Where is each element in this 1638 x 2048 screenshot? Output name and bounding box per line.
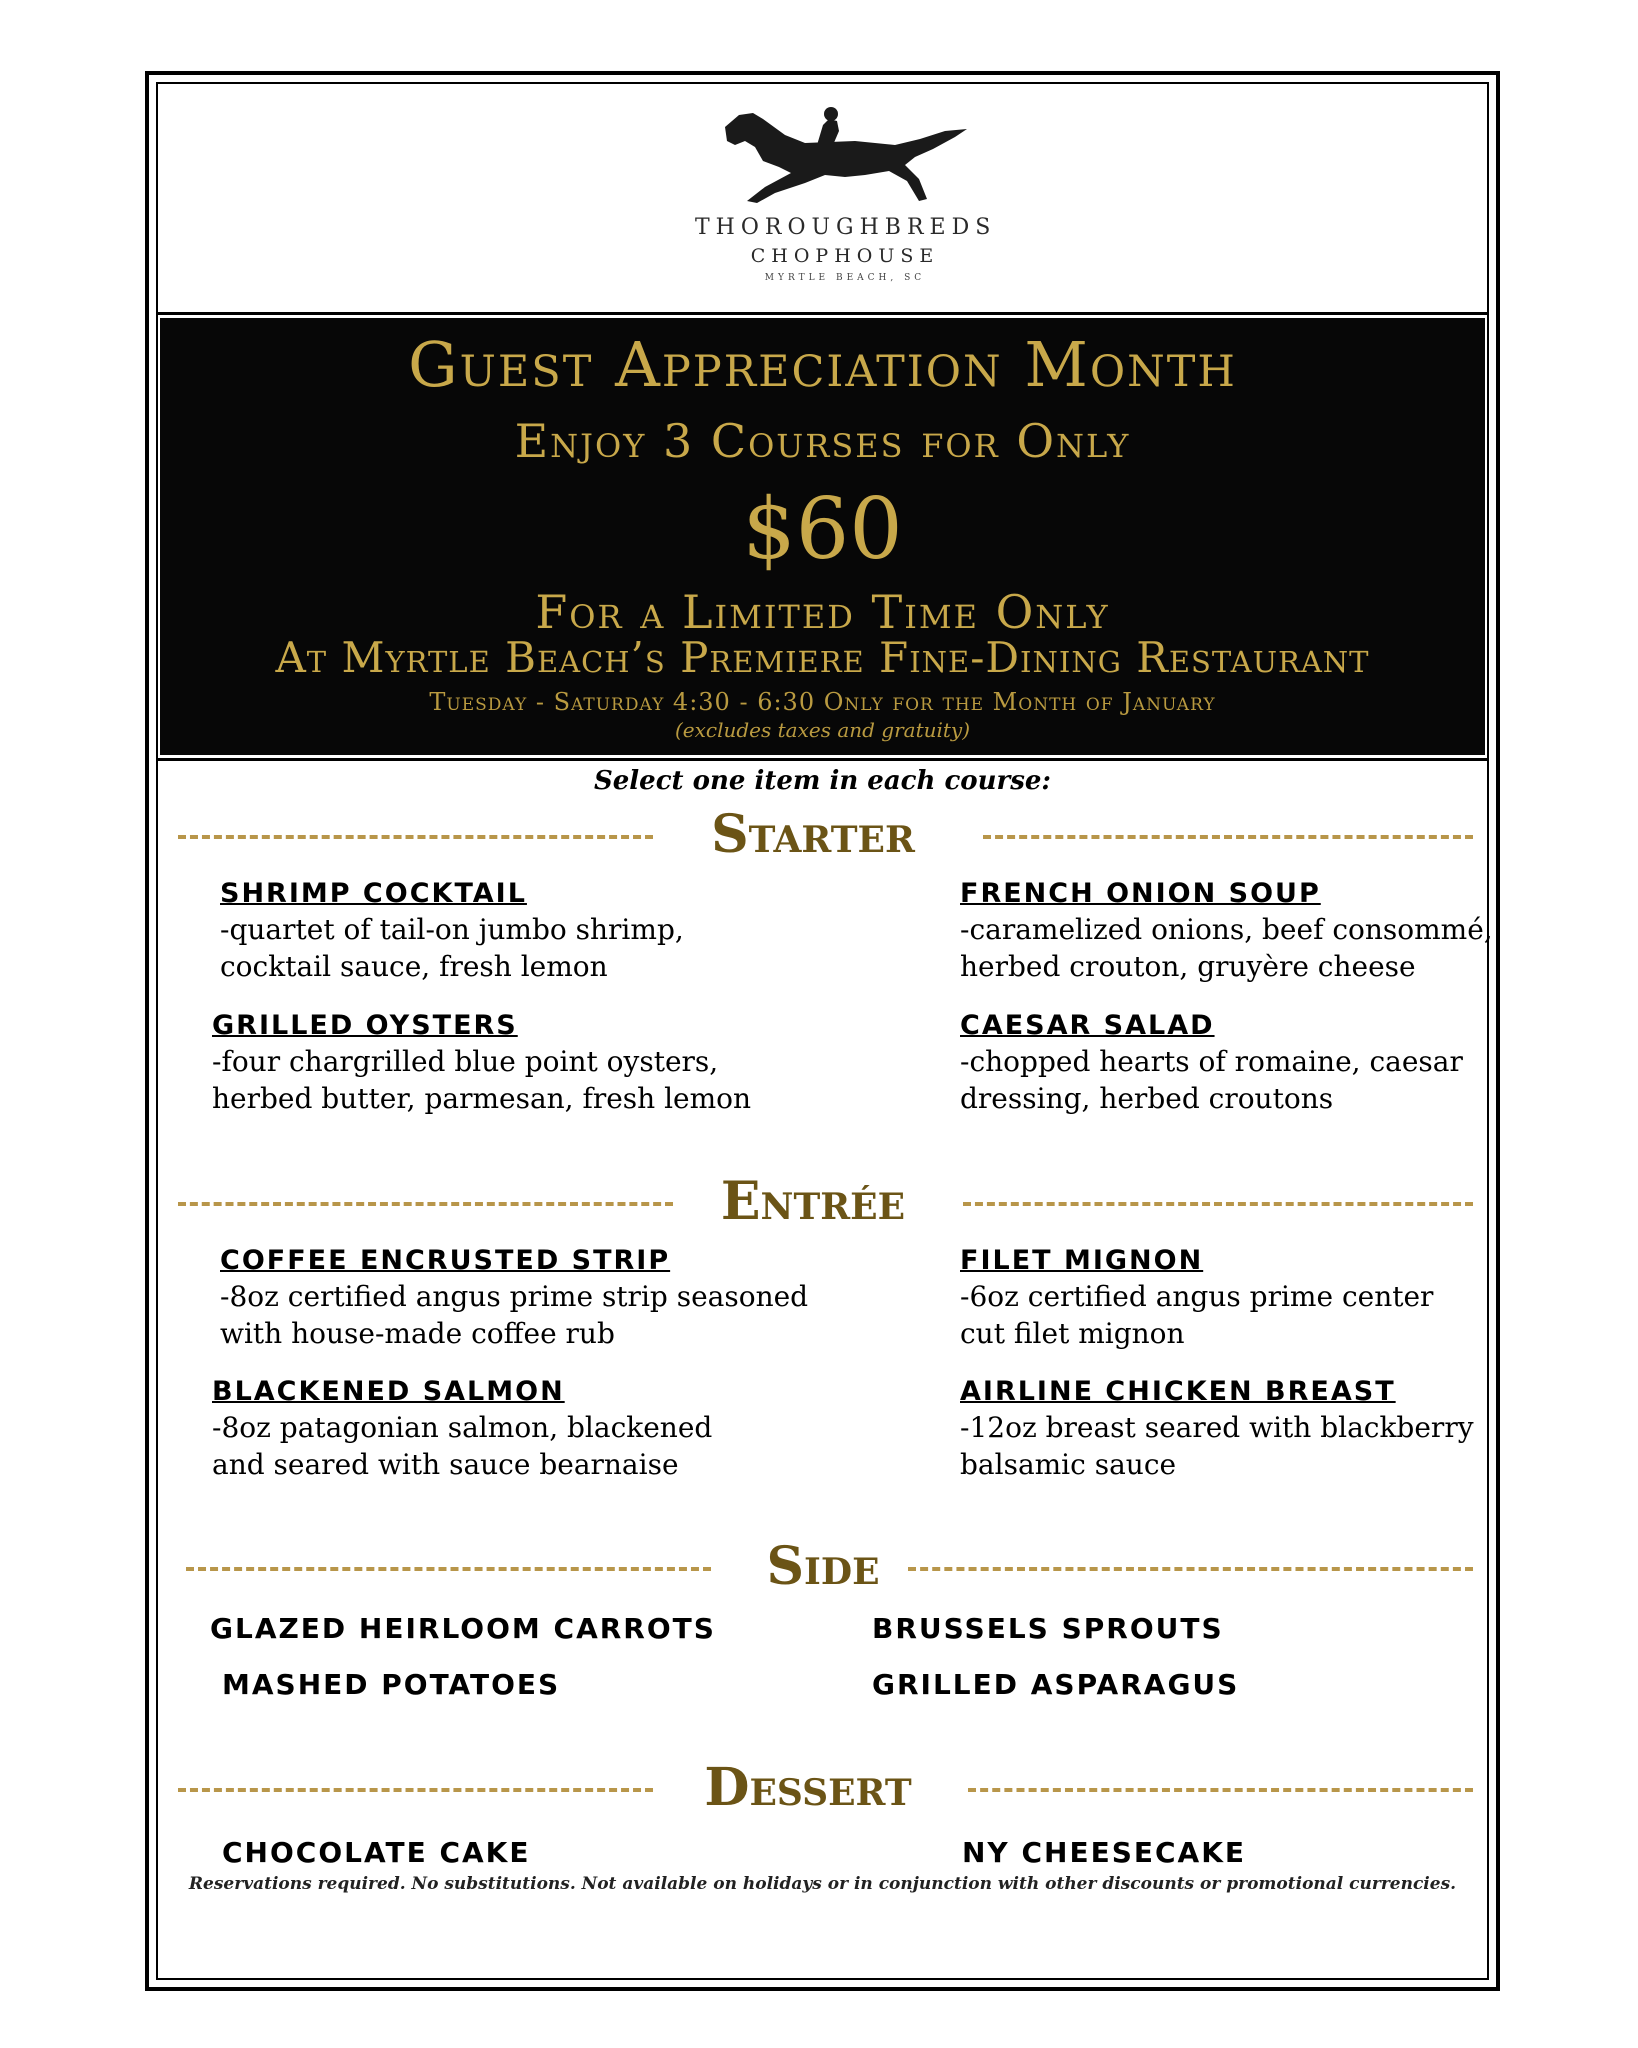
promo-price: $60 — [742, 480, 903, 578]
menu-item — [960, 1245, 1433, 1352]
instructions: Select one item in each course: — [593, 766, 1052, 796]
menu-item — [960, 1010, 1463, 1117]
section-title-starter: Starter — [711, 804, 915, 865]
divider — [156, 312, 1489, 315]
menu-item — [220, 878, 684, 985]
dashed-rule — [186, 1567, 711, 1571]
menu-item — [212, 1376, 712, 1483]
racehorse-logo-icon — [705, 105, 975, 210]
dessert-item: NY CHEESECAKE — [962, 1836, 1247, 1869]
dashed-rule — [908, 1567, 1473, 1571]
item-name: FILET MIGNON — [960, 1245, 1204, 1276]
dashed-rule — [178, 1202, 673, 1206]
starter-header — [178, 805, 1478, 865]
menu-item — [212, 1010, 751, 1117]
item-name: GRILLED OYSTERS — [212, 1010, 518, 1041]
disclaimer: Reservations required. No substitutions. Not available on holidays or in conjunction with other discounts or promotional currencies. — [188, 1874, 1457, 1894]
item-description: -quartet of tail-on jumbo shrimp, cocktail sauce, fresh lemon — [220, 913, 684, 983]
promo-schedule: Tuesday - Saturday 4:30 - 6:30 Only for the Month of January — [429, 688, 1216, 716]
promo-headline: Guest Appreciation Month — [408, 328, 1237, 401]
item-name: CAESAR SALAD — [960, 1010, 1215, 1041]
menu-item — [960, 878, 1493, 985]
brand-location: MYRTLE BEACH, SC — [764, 273, 926, 283]
item-description: -6oz certified angus prime center cut filet mignon — [960, 1280, 1434, 1350]
item-name: SHRIMP COCKTAIL — [220, 878, 527, 909]
brand-subname: CHOPHOUSE — [750, 245, 940, 267]
section-title-entree: Entrée — [720, 1171, 906, 1232]
dessert-header — [178, 1758, 1478, 1818]
item-description: -four chargrilled blue point oysters, herbed butter, parmesan, fresh lemon — [212, 1045, 752, 1115]
section-title-dessert: Dessert — [704, 1757, 912, 1818]
item-description: -8oz certified angus prime strip seasoned with house-made coffee rub — [220, 1280, 809, 1350]
dessert-item: CHOCOLATE CAKE — [222, 1836, 531, 1869]
item-name: FRENCH ONION SOUP — [960, 878, 1321, 909]
divider — [156, 758, 1489, 761]
entree-header — [178, 1172, 1478, 1232]
item-description: -caramelized onions, beef consommé, herbed crouton, gruyère cheese — [960, 913, 1493, 983]
promo-limited: For a Limited Time Only — [535, 585, 1110, 639]
side-item: BRUSSELS SPROUTS — [872, 1612, 1224, 1645]
brand-name: THOROUGHBREDS — [695, 215, 997, 240]
item-description: -12oz breast seared with blackberry balsamic sauce — [960, 1411, 1474, 1481]
side-header — [178, 1537, 1478, 1597]
promo-tagline: At Myrtle Beach’s Premiere Fine-Dining Restaurant — [275, 633, 1370, 682]
promo-note: (excludes taxes and gratuity) — [674, 718, 971, 742]
item-description: -8oz patagonian salmon, blackened and seared with sauce bearnaise — [212, 1411, 713, 1481]
item-name: AIRLINE CHICKEN BREAST — [960, 1376, 1396, 1407]
dashed-rule — [983, 835, 1473, 839]
item-description: -chopped hearts of romaine, caesar dressing, herbed croutons — [960, 1045, 1463, 1115]
dashed-rule — [178, 1788, 653, 1792]
side-item: GLAZED HEIRLOOM CARROTS — [210, 1612, 716, 1645]
side-item: MASHED POTATOES — [222, 1668, 561, 1701]
menu-item — [220, 1245, 808, 1352]
side-item: GRILLED ASPARAGUS — [872, 1668, 1240, 1701]
promo-subhead: Enjoy 3 Courses for Only — [514, 414, 1131, 468]
dashed-rule — [968, 1788, 1473, 1792]
menu-item — [960, 1376, 1474, 1483]
dashed-rule — [963, 1202, 1473, 1206]
section-title-side: Side — [766, 1536, 880, 1597]
item-name: COFFEE ENCRUSTED STRIP — [220, 1245, 671, 1276]
logo — [695, 105, 995, 295]
item-name: BLACKENED SALMON — [212, 1376, 565, 1407]
dashed-rule — [178, 835, 653, 839]
